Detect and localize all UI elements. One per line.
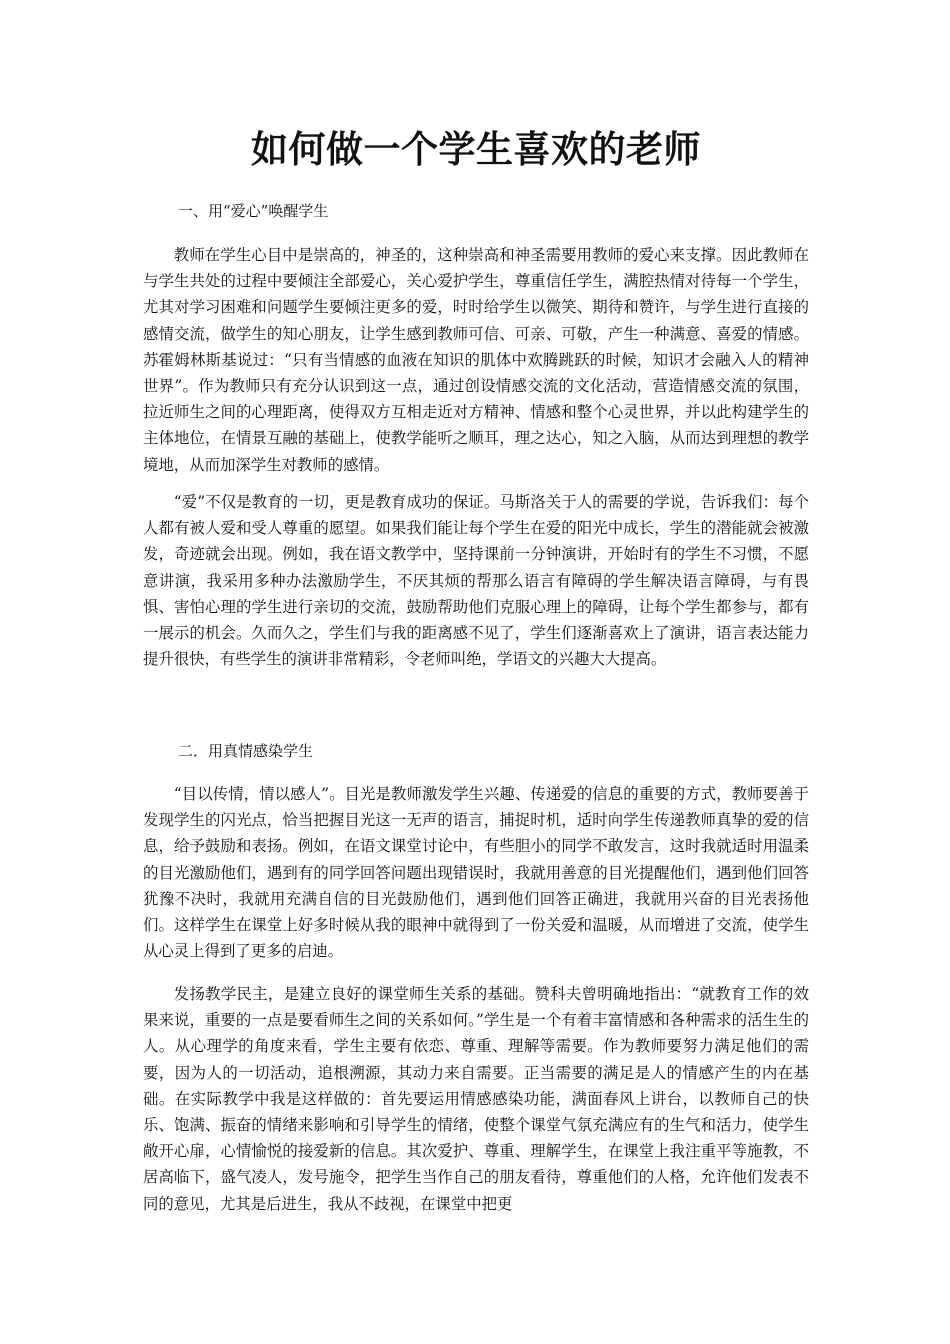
section-1-paragraph-2: “爱”不仅是教育的一切，更是教育成功的保证。马斯洛关于人的需要的学说，告诉我们：每个人都有被人爱和受人尊重的愿望。如果我们能让每个学生在爱的阳光中成长，学生的潜能就会被激发，奇迹就会出现。例如，我在语文教学中，坚持课前一分钟演讲，开始时有的学生不习惯，不愿意讲演，我采用多种办法激励学生，不厌其烦的帮那么语言有障碍的学生解决语言障碍，与有畏惧、害怕心理的学生进行亲切的交流，鼓励帮助他们克服心理上的障碍，让每个学生都参与，都有一展示的机会。久而久之，学生们与我的距离感不见了，学生们逐渐喜欢上了演讲，语言表达能力提升很快，有些学生的演讲非常精彩，令老师叫绝，学语文的兴趣大大提高。	[143, 493, 809, 669]
section-2-paragraph-1: “目以传情，情以感人”。目光是教师激发学生兴趣、传递爱的信息的重要的方式，教师要善于发现学生的闪光点，恰当把握目光这一无声的语言，捕捉时机，适时向学生传递教师真挚的爱的信息，给予鼓励和表扬。例如，在语文课堂讨论中，有些胆小的同学不敢发言，这时我就适时用温柔的目光激励他们，遇到有的同学回答问题出现错误时，我就用善意的目光提醒他们，遇到他们回答犹豫不决时，我就用充满自信的目光鼓励他们，遇到他们回答正确进，我就用兴奋的目光表扬他们。这样学生在课堂上好多时候从我的眼神中就得到了一份关爱和温暖，从而增进了交流，使学生从心灵上得到了更多的启迪。	[143, 785, 809, 961]
section-2-heading: 二．用真情感染学生	[178, 742, 314, 760]
section-2-paragraph-2: 发扬教学民主，是建立良好的课堂师生关系的基础。赞科夫曾明确地指出：“就教育工作的效果来说，重要的一点是要看师生之间的关系如何。”学生是一个有着丰富情感和各种需求的活生生的人。从心理学的角度来看，学生主要有依恋、尊重、理解等需要。作为教师要努力满足他们的需要，因为人的一切活动，追根溯源，其动力来自需要。正当需要的满足是人的情感产生的内在基础。在实际教学中我是这样做的：首先要运用情感感染功能，满面春风上讲台，以教师自己的快乐、饱满、振奋的情绪来影响和引导学生的情绪，使整个课堂气氛充满应有的生气和活力，使学生敞开心扉，心情愉悦的接爱新的信息。其次爱护、尊重、理解学生，在课堂上我注重平等施教，不居高临下，盛气凌人，发号施令，把学生当作自己的朋友看待，尊重他们的人格，允许他们发表不同的意见，尤其是后进生，我从不歧视，在课堂中把更	[143, 985, 809, 1213]
section-1-heading: 一、用“爱心”唤醒学生	[178, 202, 329, 220]
section-1-paragraph-1: 教师在学生心目中是崇高的，神圣的，这种崇高和神圣需要用教师的爱心来支撑。因此教师在与学生共处的过程中要倾注全部爱心，关心爱护学生，尊重信任学生，满腔热情对待每一个学生，尤其对学习困难和问题学生要倾注更多的爱，时时给学生以微笑、期待和赞许，与学生进行直接的感情交流，做学生的知心朋友，让学生感到教师可信、可亲、可敬，产生一种满意、喜爱的情感。苏霍姆林斯基说过：“只有当情感的血液在知识的肌体中欢腾跳跃的时候，知识才会融入人的精神世界”。作为教师只有充分认识到这一点，通过创设情感交流的文化活动，营造情感交流的氛围，拉近师生之间的心理距离，使得双方互相走近对方精神、情感和整个心灵世界，并以此构建学生的主体地位，在情景互融的基础上，使教学能听之顺耳，理之达心，知之入脑，从而达到理想的教学境地，从而加深学生对教师的感情。	[143, 246, 809, 474]
document-title: 如何做一个学生喜欢的老师	[251, 128, 701, 171]
